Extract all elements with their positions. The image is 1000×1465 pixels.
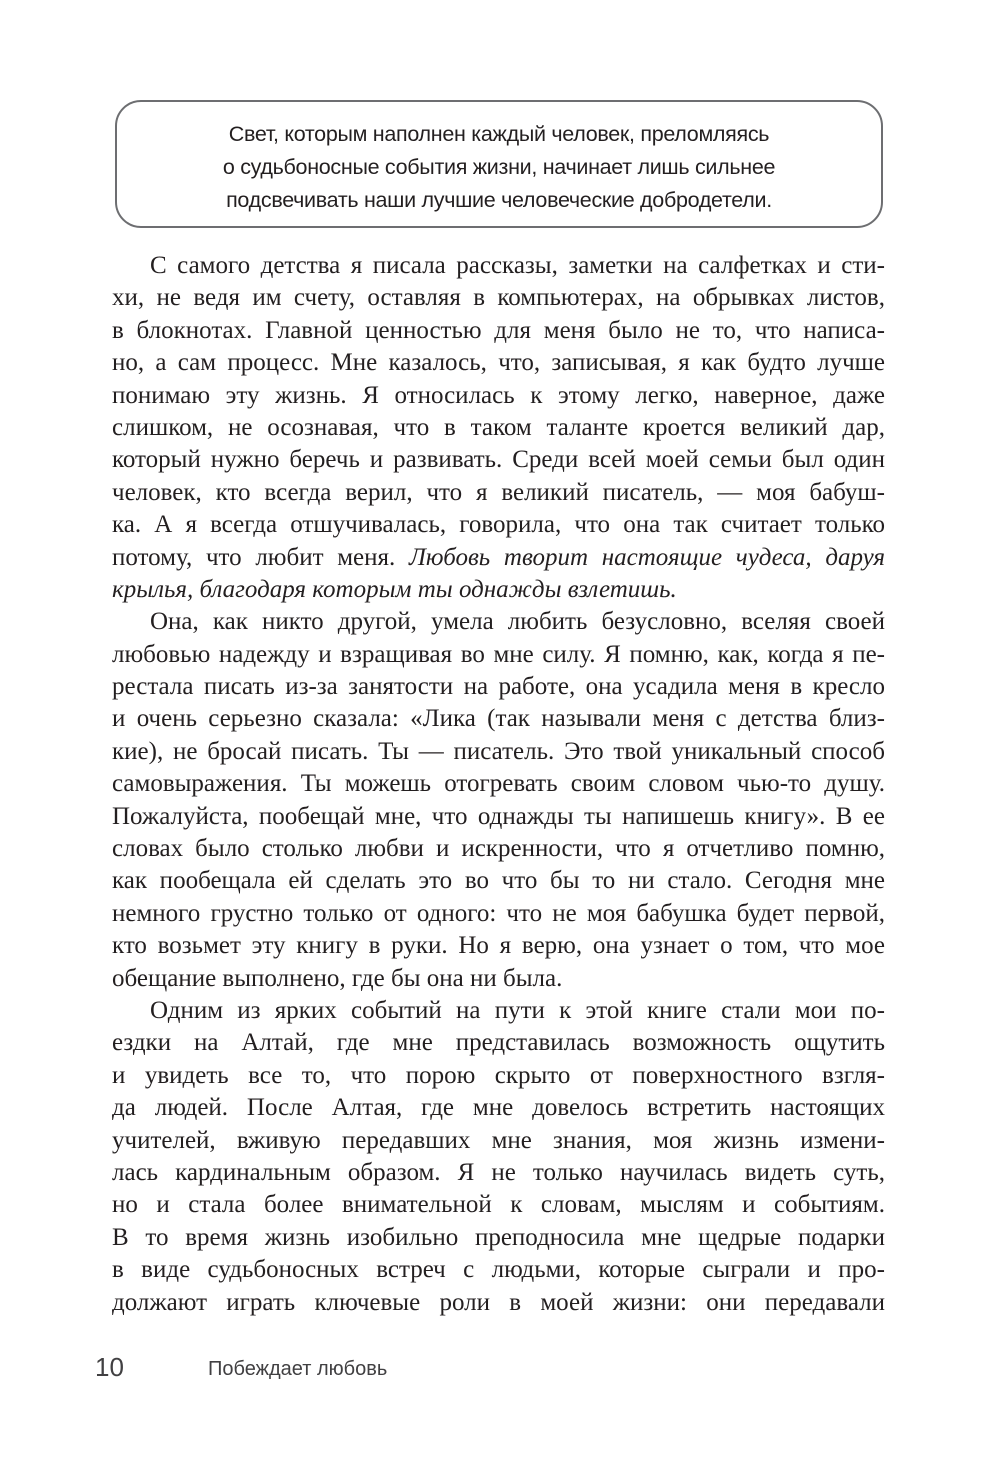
- epigraph-box: [115, 100, 883, 228]
- text-line: [112, 542, 885, 574]
- text-line: ездки на Алтай, где мне представилась возможность ощутить: [112, 1029, 885, 1057]
- body-text: [112, 250, 885, 1319]
- text-line: но и стала более внимательной к словам, мыслям и событиям.: [112, 1191, 885, 1219]
- italic-fragment: Любовь творит настоящие чудеса, даруя: [408, 543, 885, 571]
- text-line: Пожалуйста, пообещай мне, что однажды ты напишешь книгу». В ее: [112, 802, 885, 830]
- text-fragment: потому, что любит меня.: [112, 543, 396, 571]
- text-line: слишком, не осознавая, что в таком таланте кроется великий дар,: [112, 413, 885, 441]
- epigraph-line: о судьбоносные события жизни, начинает лишь сильнее: [222, 155, 776, 179]
- text-line: понимаю эту жизнь. Я относилась к этому легко, наверное, даже: [112, 381, 885, 409]
- text-line: кто возьмет эту книгу в руки. Но я верю, она узнает о том, что мое: [112, 932, 885, 960]
- text-line: учителей, вживую передавших мне знания, моя жизнь измени-: [112, 1126, 885, 1154]
- text-line: в виде судьбоносных встреч с людьми, которые сыграли и про-: [112, 1256, 885, 1284]
- text-line: любовью надежду и взращивая во мне силу. Я помню, как, когда я пе-: [112, 640, 885, 668]
- text-line: обещание выполнено, где бы она ни была.: [112, 964, 563, 992]
- text-line: С самого детства я писала рассказы, заметки на салфетках и сти-: [150, 252, 885, 279]
- epigraph-line: подсвечивать наши лучшие человеческие добродетели.: [226, 188, 772, 212]
- text-line: немного грустно только от одного: что не моя бабушка будет первой,: [112, 899, 885, 927]
- text-line: самовыражения. Ты можешь отогревать своим словом чью-то душу.: [112, 770, 885, 798]
- text-line: лась кардинальным образом. Я не только научилась видеть суть,: [112, 1158, 885, 1186]
- page-number: 10: [95, 1352, 124, 1382]
- text-line: должают играть ключевые роли в моей жизни: они передавали: [112, 1288, 885, 1316]
- running-title: Побеждает любовь: [208, 1358, 388, 1380]
- text-line: но, а сам процесс. Мне казалось, что, записывая, я как будто лучше: [112, 349, 885, 377]
- text-line: хи, не ведя им счету, оставляя в компьютерах, на обрывках листов,: [112, 284, 885, 312]
- text-line: человек, кто всегда верил, что я великий писатель, — моя бабуш-: [112, 478, 885, 506]
- text-line: который нужно беречь и развивать. Среди всей моей семьи был один: [112, 446, 885, 474]
- text-line: кие), не бросай писать. Ты — писатель. Это твой уникальный способ: [112, 737, 885, 765]
- text-line: крылья, благодаря которым ты однажды взлетишь.: [112, 575, 677, 603]
- text-line: Она, как никто другой, умела любить безусловно, вселяя своей: [150, 608, 885, 636]
- text-line: В то время жизнь изобильно преподносила мне щедрые подарки: [112, 1223, 885, 1251]
- text-line: Одним из ярких событий на пути к этой книге стали мои по-: [150, 996, 885, 1024]
- text-line: ка. А я всегда отшучивалась, говорила, что она так считает только: [112, 511, 885, 539]
- text-line: в блокнотах. Главной ценностью для меня было не то, что написа-: [112, 316, 885, 344]
- text-line: как пообещала ей сделать это во что бы то ни стало. Сегодня мне: [112, 867, 885, 895]
- text-line: словах было столько любви и искренности, что я отчетливо помню,: [112, 835, 885, 863]
- text-line: да людей. После Алтая, где мне довелось встретить настоящих: [112, 1094, 885, 1122]
- text-line: и увидеть все то, что порою скрыто от поверхностного взгля-: [112, 1061, 885, 1089]
- text-line: и очень серьезно сказала: «Лика (так называли меня с детства близ-: [112, 705, 885, 733]
- epigraph-line: Свет, которым наполнен каждый человек, преломляясь: [228, 122, 770, 146]
- text-line: рестала писать из-за занятости на работе, она усадила меня в кресло: [112, 673, 885, 701]
